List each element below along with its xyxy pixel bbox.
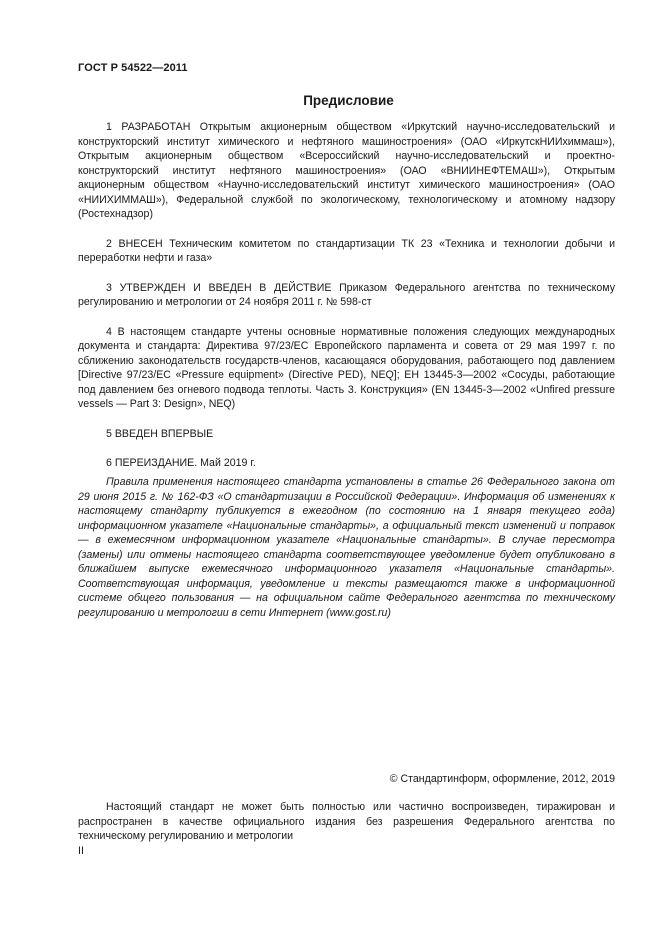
preface-item-4: 4 В настоящем стандарте учтены основные нормативные положения следующих международных документа и стандарта: Директива 97/23/ЕС Европейского парламента и совета от 29 мая 1997 г. по сближению законодательств государств-членов, касающаяся оборудования, работающего под давлением [Directive 97/23/EC «Pressure equipment» (Directive PED), NEQ]; ЕН 13445-3—2002 «Сосуды, работающие под давлением без огневого подвода теплоты. Часть 3. Конструкция» (EN 13445-3—2002 «Unfired pressure vessels — Part 3: Design», NEQ)	[78, 325, 615, 410]
reproduction-notice: Настоящий стандарт не может быть полностью или частично воспроизведен, тиражирован и распространен в качестве официального издания без разрешения Федерального агентства по техническому регулированию и метрологии	[78, 801, 615, 842]
preface-item-3: 3 УТВЕРЖДЕН И ВВЕДЕН В ДЕЙСТВИЕ Приказом Федерального агентства по техническому регулированию и метрологии от 24 ноября 2011 г. № 598-ст	[78, 281, 615, 308]
preface-item-6: 6 ПЕРЕИЗДАНИЕ. Май 2019 г.	[106, 457, 256, 469]
preface-item-2: 2 ВНЕСЕН Техническим комитетом по стандартизации ТК 23 «Техника и технологии добычи и переработки нефти и газа»	[78, 237, 615, 264]
preface-item-1: 1 РАЗРАБОТАН Открытым акционерным обществом «Иркутский научно-исследовательский и конструкторский институт химического и нефтяного машиностроения» (ОАО «ИркутскНИИхиммаш»), Открытым акционерным обществом «Всероссийский научно-исследовательский и проектно-конструкторский институт нефтяного машиностроения» (ОАО «ВНИИНЕФТЕМАШ»), Открытым акционерным обществом «Научно-исследовательский институт химического машиностроения» (ОАО «НИИХИММАШ»), Федеральной службой по экологическому, технологическому и атомному надзору (Ростехнадзор)	[78, 121, 615, 220]
preface-content	[78, 120, 615, 471]
standard-application-notice: Правила применения настоящего стандарта установлены в статье 26 Федерального закона от 29 июня 2015 г. № 162-ФЗ «О стандартизации в Российской Федерации». Информация об изменениях к настоящему стандарту публикуется в ежегодном (по состоянию на 1 января текущего года) информационном указателе «Национальные стандарты», а официальный текст изменений и поправок — в ежемесячном информационном указателе «Национальные стандарты». В случае пересмотра (замены) или отмены настоящего стандарта соответствующее уведомление будет опубликовано в ближайшем выпуске ежемесячного информационного указателя «Национальные стандарты». Соответствующая информация, уведомление и тексты размещаются также в информационной системе общего пользования — на официальном сайте Федерального агентства по техническому регулированию и метрологии в сети Интернет (www.gost.ru)	[78, 476, 615, 619]
page-number: II	[78, 845, 84, 857]
document-header-standard-id: ГОСТ Р 54522—2011	[78, 62, 188, 74]
page-title: Предисловие	[303, 93, 394, 108]
preface-item-5: 5 ВВЕДЕН ВПЕРВЫЕ	[106, 427, 214, 440]
copyright-line: © Стандартинформ, оформление, 2012, 2019	[389, 773, 615, 785]
